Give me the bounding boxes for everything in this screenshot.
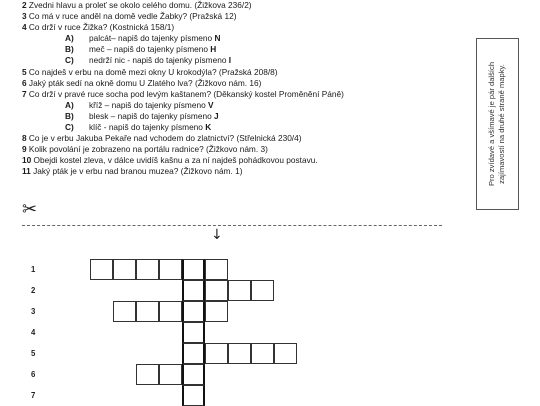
question-text: Jaký pták je v erbu nad branou muzea? (Žižkovo nám. 1) bbox=[30, 166, 243, 177]
option-code-letter: K bbox=[205, 122, 212, 133]
row-number: 2 bbox=[31, 286, 36, 295]
question-text: Co drží v pravé ruce socha pod levým kaštanem? (Děkanský kostel Proměnění Páně) bbox=[26, 88, 344, 99]
answer-option bbox=[22, 100, 462, 111]
question-number: 8 bbox=[22, 133, 27, 144]
side-note-line-2: zajímavostí na druhé straně mapky. bbox=[497, 64, 507, 184]
option-letter: A) bbox=[65, 33, 74, 44]
question-text: Co má v ruce anděl na domě vedle Žabky? (Pražská 12) bbox=[26, 11, 237, 22]
question-10 bbox=[22, 155, 462, 166]
secret-letter-cell[interactable] bbox=[182, 301, 205, 322]
crossword-cell[interactable] bbox=[113, 259, 136, 280]
question-number: 10 bbox=[22, 155, 32, 166]
secret-letter-cell[interactable] bbox=[182, 322, 205, 343]
question-number: 2 bbox=[22, 0, 27, 10]
option-code-letter: J bbox=[214, 110, 219, 121]
cut-line bbox=[22, 225, 442, 226]
option-text: palcát– napiš do tajenky písmeno bbox=[89, 33, 215, 44]
crossword-cell[interactable] bbox=[205, 259, 228, 280]
option-letter: A) bbox=[65, 99, 74, 110]
question-9 bbox=[22, 144, 462, 155]
option-text: klíč - napiš do tajenky písmeno bbox=[89, 122, 206, 133]
crossword-cell[interactable] bbox=[159, 259, 182, 280]
crossword-cell[interactable] bbox=[113, 301, 136, 322]
arrow-down-icon: ↓ bbox=[211, 227, 223, 243]
crossword-cell[interactable] bbox=[205, 301, 228, 322]
option-code-letter: N bbox=[214, 33, 221, 44]
row-number: 7 bbox=[31, 391, 36, 400]
option-text: meč – napiš do tajenky písmeno bbox=[89, 44, 211, 55]
question-6 bbox=[22, 78, 462, 89]
row-number: 5 bbox=[31, 349, 36, 358]
question-number: 3 bbox=[22, 11, 27, 22]
crossword-cell[interactable] bbox=[205, 280, 228, 301]
secret-letter-cell[interactable] bbox=[182, 364, 205, 385]
question-number: 7 bbox=[22, 88, 27, 99]
option-letter: B) bbox=[65, 44, 74, 55]
crossword-cell[interactable] bbox=[159, 301, 182, 322]
option-letter: C) bbox=[65, 122, 74, 133]
question-text: Obejdi kostel zleva, v dálce uvidíš kašnu a za ní najdeš pohádkovou postavu. bbox=[31, 155, 318, 166]
question-text: Co najdeš v erbu na domě mezi okny U krokodýla? (Pražská 208/8) bbox=[26, 66, 278, 77]
crossword-cell[interactable] bbox=[90, 259, 113, 280]
question-text: Co je v erbu Jakuba Pekaře nad vchodem do zlatnictví? (Střelnická 230/4) bbox=[26, 133, 302, 144]
option-letter: C) bbox=[65, 55, 74, 66]
crossword-cell[interactable] bbox=[251, 343, 274, 364]
option-text: blesk – napiš do tajenky písmeno bbox=[89, 110, 214, 121]
question-4 bbox=[22, 22, 462, 33]
crossword-cell[interactable] bbox=[228, 343, 251, 364]
crossword-cell[interactable] bbox=[159, 364, 182, 385]
question-2 bbox=[22, 0, 462, 11]
row-number: 1 bbox=[31, 265, 36, 274]
question-number: 4 bbox=[22, 22, 27, 33]
answer-option bbox=[22, 111, 462, 122]
question-text: Jaký pták sedí na okně domu U Zlatého lva? (Žižkovo nám. 16) bbox=[26, 77, 262, 88]
question-5 bbox=[22, 67, 462, 78]
crossword-cell[interactable] bbox=[274, 343, 297, 364]
crossword-cell[interactable] bbox=[228, 280, 251, 301]
answer-option bbox=[22, 33, 462, 44]
question-text: Co drží v ruce Žižka? (Kostnická 158/1) bbox=[26, 22, 175, 33]
crossword-cell[interactable] bbox=[136, 364, 159, 385]
crossword-cell[interactable] bbox=[251, 280, 274, 301]
scissors-icon: ✂ bbox=[22, 199, 38, 220]
side-note-line-1: Pro zvídavé a všímavé je pár dalších bbox=[487, 61, 497, 187]
option-code-letter: H bbox=[210, 44, 217, 55]
question-11 bbox=[22, 166, 462, 177]
question-number: 9 bbox=[22, 144, 27, 155]
question-text: Kolik povolání je zobrazeno na portálu radnice? (Žižkovo nám. 3) bbox=[26, 144, 268, 155]
option-code-letter: I bbox=[228, 55, 232, 66]
option-text: kříž – napiš do tajenky písmeno bbox=[89, 99, 208, 110]
question-8 bbox=[22, 133, 462, 144]
option-text: nedrží nic - napiš do tajenky písmeno bbox=[89, 55, 229, 66]
side-note bbox=[488, 62, 508, 186]
option-code-letter: V bbox=[207, 99, 214, 110]
answer-option bbox=[22, 122, 462, 133]
question-list bbox=[22, 0, 462, 178]
question-7 bbox=[22, 89, 462, 100]
question-number: 6 bbox=[22, 77, 27, 88]
row-number: 4 bbox=[31, 328, 36, 337]
answer-option bbox=[22, 55, 462, 66]
question-number: 11 bbox=[22, 166, 31, 177]
secret-letter-cell[interactable] bbox=[182, 385, 205, 406]
option-letter: B) bbox=[65, 110, 74, 121]
secret-letter-cell[interactable] bbox=[182, 259, 205, 280]
row-number: 6 bbox=[31, 370, 36, 379]
question-text: Zvedni hlavu a proleť se okolo celého domu. (Žižkova 236/2) bbox=[26, 0, 252, 10]
side-note-box bbox=[476, 38, 519, 210]
secret-letter-cell[interactable] bbox=[182, 280, 205, 301]
row-number: 3 bbox=[31, 307, 36, 316]
secret-letter-cell[interactable] bbox=[182, 343, 205, 364]
question-3 bbox=[22, 11, 462, 22]
crossword-cell[interactable] bbox=[136, 259, 159, 280]
answer-option bbox=[22, 44, 462, 55]
crossword-cell[interactable] bbox=[205, 343, 228, 364]
crossword-cell[interactable] bbox=[136, 301, 159, 322]
question-number: 5 bbox=[22, 66, 27, 77]
